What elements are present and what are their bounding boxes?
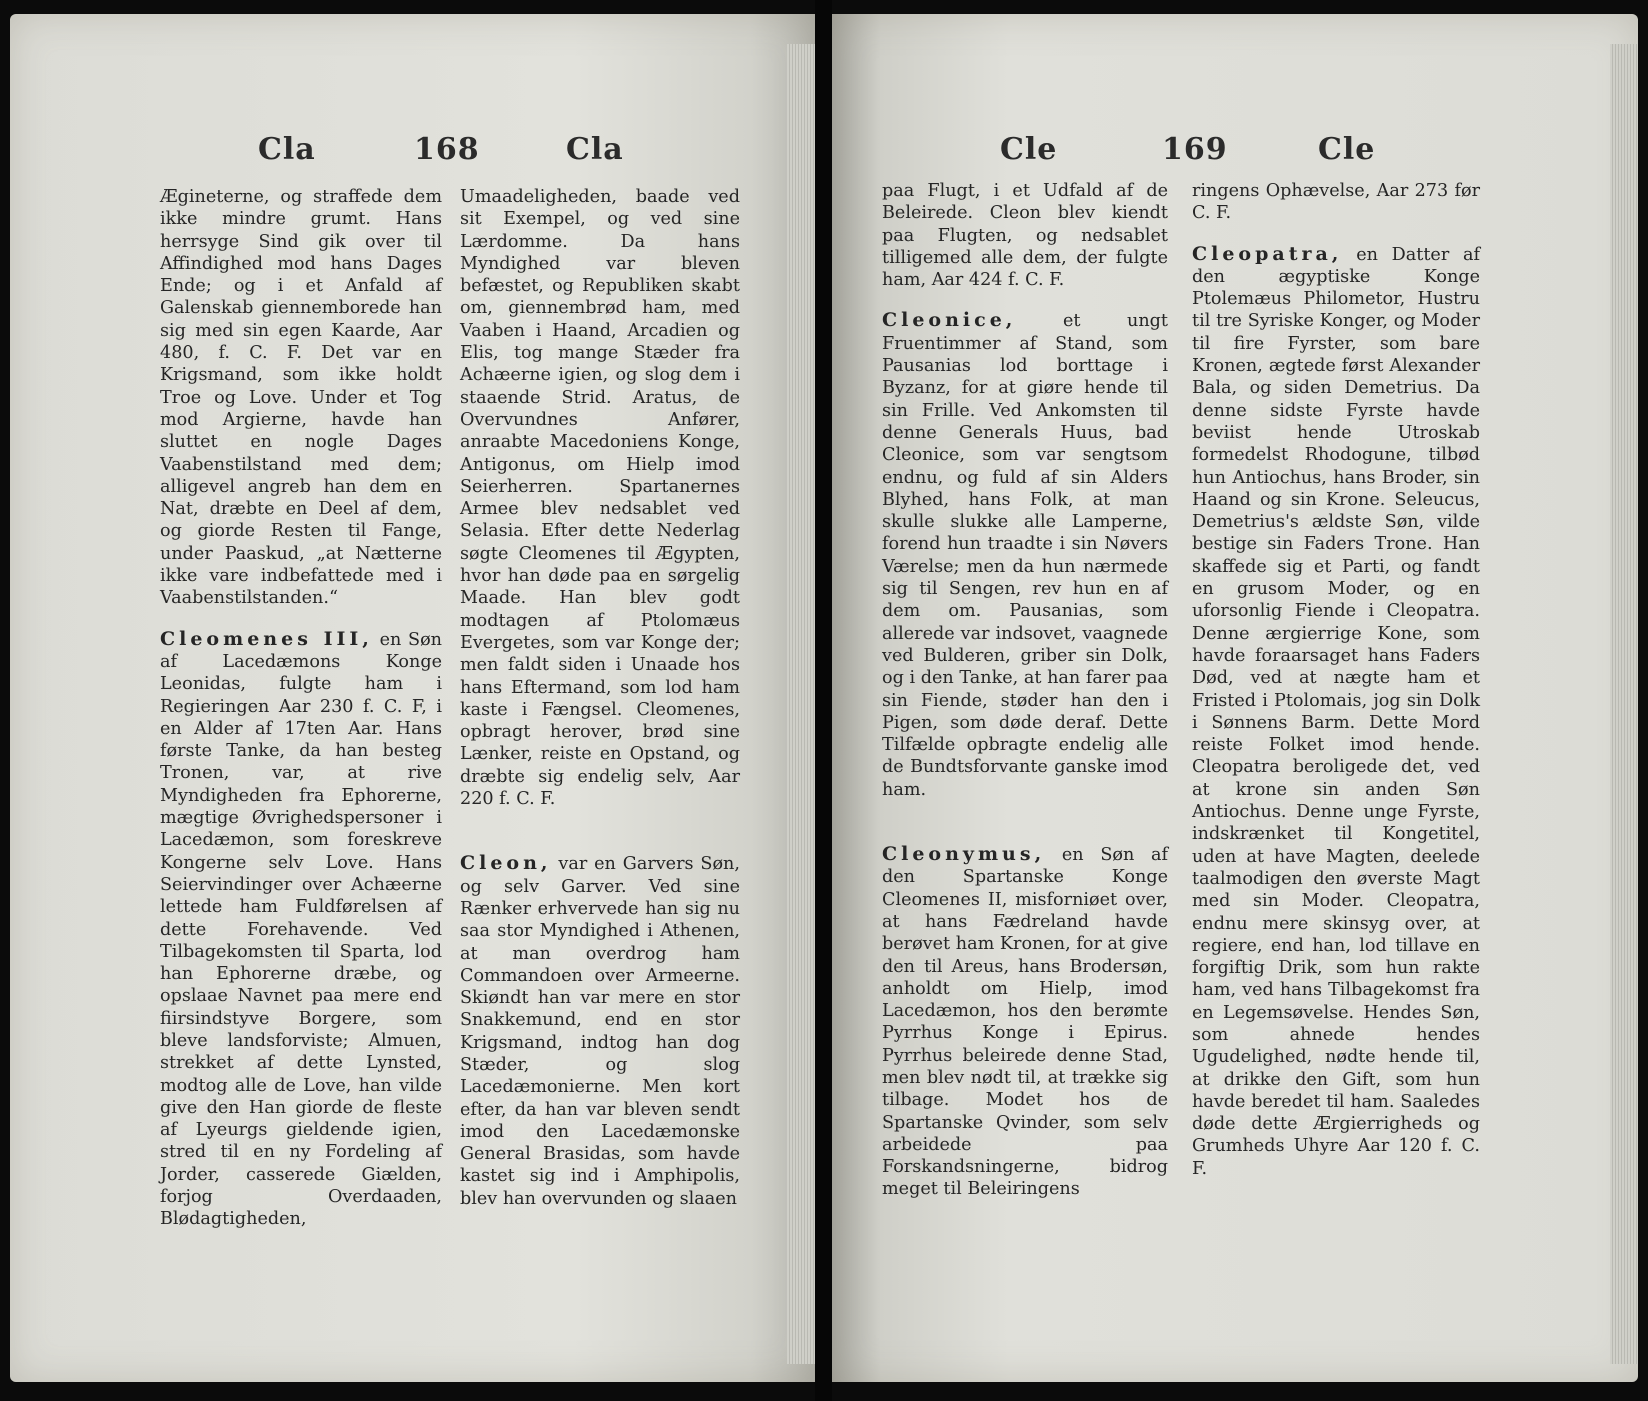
page-number: 168 bbox=[414, 132, 480, 167]
page-edge bbox=[1610, 44, 1638, 1364]
paragraph-text: Ægineterne, og straffede dem ikke mindre grumt. Hans herrsyge Sind gik over til Affindighed mod hans Dages Ende; og i et Anfald af Galenskab giennemborede han sig med sin egen Kaarde, Aar 480, f. C. F. Det var en Krigsmand, som ikke holdt Troe og Love. Under et Tog mod Argierne, havde han sluttet en nogle Dages Vaabenstilstand med dem; alligevel angreb han dem en Nat, dræbte en Deel af dem, og giorde Resten til Fange, under Paaskud, „at Nætterne ikke vare indbefattede med i Vaabenstilstanden.“ bbox=[160, 187, 442, 609]
text-column-2 bbox=[1192, 180, 1480, 1180]
entry-text: en Søn af den Spartanske Konge Cleomenes II, misforniøet over, at hans Fædreland havde berøvet ham Kronen, for at give den til Areus, hans Brodersøn, anholdt om Hielp, imod Lacedæmon, hos den berømte Pyrrhus Konge i Epirus. Pyrrhus beleirede denne Stad, men blev nødt til, at trække sig tilbage. Modet hos de Spartanske Qvinder, som selv arbeidede paa Forskandsningerne, bidrog meget til Beleiringens bbox=[882, 845, 1169, 1200]
left-page bbox=[10, 14, 815, 1382]
text-column-2 bbox=[460, 186, 740, 1210]
entry-text: et ungt Fruentimmer af Stand, som Pausanias lod borttage i Byzanz, for at giøre hende til sin Frille. Ved Ankomsten til denne Generals Huus, bad Cleonice, som var sengtsom endnu, og fuld af sin Alders Blyhed, hans Folk, at man skulle slukke alle Lamperne, forend hun traadte i sin Nøvers Værelse; men da hun nærmede sig til Sengen, rev hun en af dem om. Pausanias, som allerede var indsovet, vaagnede ved Bulderen, griber sin Dolk, og i den Tanke, at han farer paa sin Fiende, støder han den i Pigen, som døde deraf. Dette Tilfælde opbragte endelig alle de Bundtsforvante ganske imod ham. bbox=[882, 311, 1168, 800]
text-column-1 bbox=[160, 186, 442, 1231]
entry-cleopatra bbox=[1192, 243, 1480, 1180]
running-head-right: Cle bbox=[1318, 132, 1376, 167]
paragraph bbox=[160, 186, 442, 610]
entry-text: var en Garvers Søn, og selv Garver. Ved sine Rænker erhvervede han sig nu saa stor Myndighed i Athenen, at man overdrog ham Commandoen over Armeerne. Skiøndt han var mere en stor Snakkemund, end en stor Krigsmand, indtog han dog Stæder, og slog Lacedæmonierne. Men kort efter, da han var bleven sendt imod den Lacedæmonske General Brasidas, som havde kastet sig ind i Amphipolis, blev han overvunden og slaaen bbox=[460, 854, 740, 1209]
entry-cleon bbox=[460, 852, 740, 1210]
paragraph bbox=[1192, 180, 1480, 225]
running-head-right: Cla bbox=[566, 132, 624, 167]
right-page bbox=[832, 14, 1638, 1382]
entry-headword: Cleonymus, bbox=[882, 843, 1046, 866]
entry-headword: Cleopatra, bbox=[1192, 242, 1343, 265]
text-column-1 bbox=[882, 180, 1168, 1201]
paragraph-text: paa Flugt, i et Udfald af de Beleirede. Cleon blev kiendt paa Flugten, og nedsablet tilligemed alle dem, der fulgte ham, Aar 424 f. C. F. bbox=[882, 181, 1168, 291]
entry-cleonymus bbox=[882, 843, 1168, 1201]
paragraph-text: Umaadeligheden, baade ved sit Exempel, og ved sine Lærdomme. Da hans Myndighed var bleven befæstet, og Republiken skabt om, giennembrød ham, med Vaaben i Haand, Arcadien og Elis, tog mange Stæder fra Achæerne igien, og slog dem i staaende Strid. Aratus, de Overvundnes Anfører, anraabte Macedoniens Konge, Antigonus, om Hielp imod Seierherren. Spartanernes Armee blev nedsablet ved Selasia. Efter dette Nederlag søgte Cleomenes til Ægypten, hvor han døde paa en sørgelig Maade. Han blev godt modtagen af Ptolomæus Evergetes, som var Konge der; men faldt siden i Unaade hos hans Eftermand, som lod ham kaste i Fængsel. Cleomenes, opbragt herover, brød sine Lænker, reiste en Opstand, og dræbte sig endelig selv, Aar 220 f. C. F. bbox=[460, 187, 740, 810]
paragraph bbox=[882, 180, 1168, 291]
entry-headword: Cleonice, bbox=[882, 309, 1017, 332]
running-head-left: Cle bbox=[1000, 132, 1058, 167]
entry-cleomenes bbox=[160, 628, 442, 1231]
entry-headword: Cleomenes III, bbox=[160, 627, 373, 650]
book-gutter bbox=[815, 0, 832, 1401]
entry-text: en Datter af den ægyptiske Konge Ptolemæus Philometor, Hustru til tre Syriske Konger, og Moder til fire Fyrster, som bare Kronen, ægtede først Alexander Bala, og siden Demetrius. Da denne sidste Fyrste havde beviist hende Utroskab formedelst Rhodogune, tilbød hun Antiochus, hans Broder, sin Haand og sin Krone. Seleucus, Demetrius's ældste Søn, vilde bestige sin Faders Trone. Han skaffede sig et Parti, og fandt en grusom Moder, og en uforsonlig Fiende i Cleopatra. Denne ærgierrige Kone, som havde foraarsaget hans Faders Død, ved at nægte ham et Fristed i Ptolomais, jog sin Dolk i Sønnens Barm. Dette Mord reiste Folket imod hende. Cleopatra beroligede det, ved at krone sin anden Søn Antiochus. Denne unge Fyrste, indskrænket til Kongetitel, uden at have Magten, deelede taalmodigen den øverste Magt med sin Moder. Cleopatra, endnu mere skinsyg over, at regiere, end han, lod tillave en forgiftig Drik, som hun rakte ham, ved hans Tilbagekomst fra en Legemsøvelse. Hendes Søn, som ahnede hendes Ugudelighed, nødte hende til, at drikke den Gift, som hun havde beredet til ham. Saaledes døde dette Ærgierrigheds og Grumheds Uhyre Aar 120 f. C. F. bbox=[1192, 244, 1480, 1179]
entry-cleonice bbox=[882, 309, 1168, 801]
paragraph-text: ringens Ophævelse, Aar 273 før C. F. bbox=[1192, 181, 1480, 224]
paragraph bbox=[460, 186, 740, 810]
entry-text: en Søn af Lacedæmons Konge Leonidas, fulgte ham i Regieringen Aar 230 f. C. F, i en Alder af 17ten Aar. Hans første Tanke, da han besteg Tronen, var, at rive Myndigheden fra Ephorerne, mægtige Øvrighedspersoner i Lacedæmon, som foreskreve Kongerne selv Love. Hans Seiervindinger over Achæerne lettede ham Fuldførelsen af dette Forehavende. Ved Tilbagekomsten til Sparta, lod han Ephorerne dræbe, og opslaae Navnet paa mere end fiirsindstyve Borgere, som bleve landsforviste; Almuen, strekket af dette Lynsted, modtog alle de Love, han vilde give den Han giorde de fleste af Lyeurgs gieldende igien, stred til en ny Fordeling af Jorder, casserede Giælden, forjog Overdaaden, Blødagtigheden, bbox=[160, 629, 443, 1230]
page-number: 169 bbox=[1162, 132, 1228, 167]
running-head-left: Cla bbox=[258, 132, 316, 167]
entry-headword: Cleon, bbox=[460, 852, 552, 875]
page-edge bbox=[787, 44, 815, 1364]
